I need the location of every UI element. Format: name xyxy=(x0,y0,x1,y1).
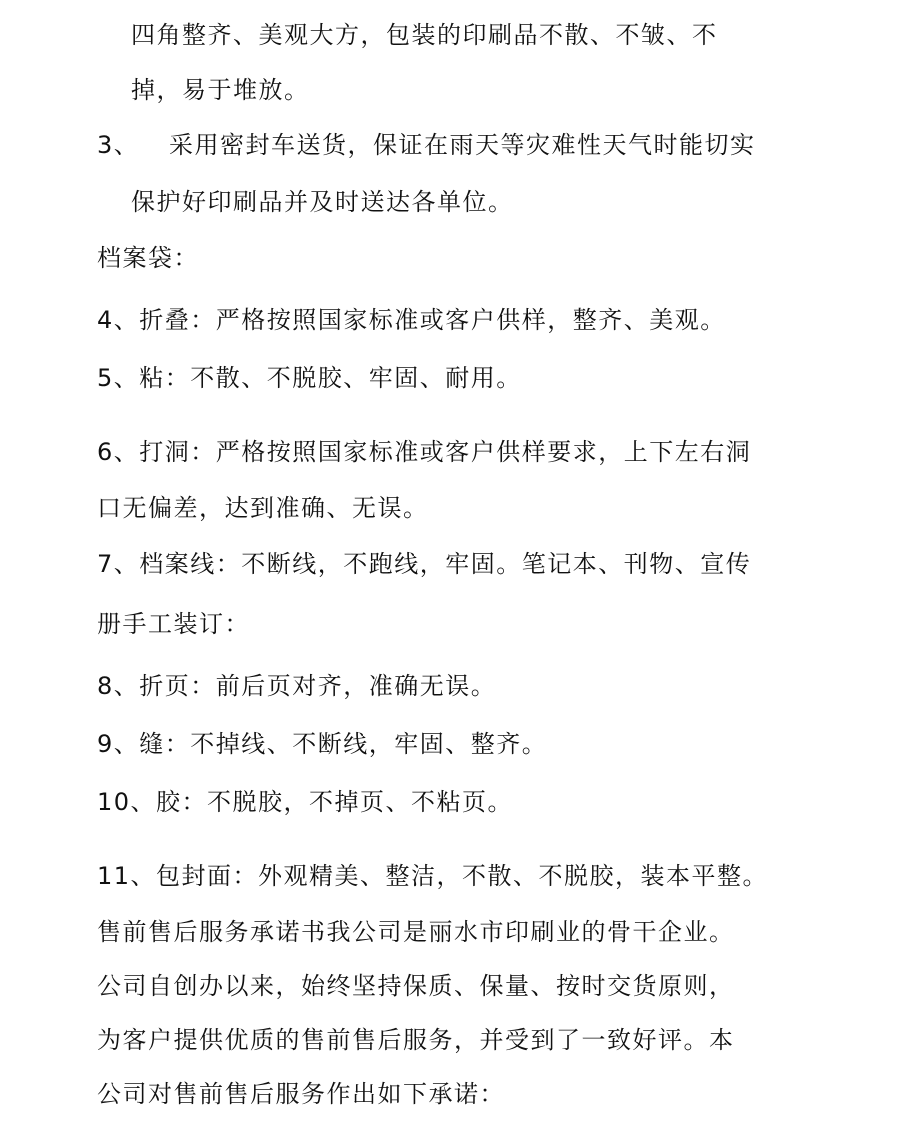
text-line: 保护好印刷品并及时送达各单位。 xyxy=(131,188,514,216)
section-heading: 册手工装订： xyxy=(97,610,250,638)
text-line: 口无偏差，达到准确、无误。 xyxy=(97,494,429,522)
text-line: 公司对售前售后服务作出如下承诺： xyxy=(97,1080,505,1108)
text-line: 11、包封面：外观精美、整洁，不散、不脱胶，装本平整。 xyxy=(97,862,769,890)
text-line: 掉，易于堆放。 xyxy=(131,76,310,104)
text-line: 5、粘：不散、不脱胶、牢固、耐用。 xyxy=(97,364,522,392)
text-line: 8、折页：前后页对齐，准确无误。 xyxy=(97,672,497,700)
text-line: 6、打洞：严格按照国家标准或客户供样要求，上下左右洞 xyxy=(97,438,752,466)
text-line: 7、档案线：不断线，不跑线，牢固。笔记本、刊物、宣传 xyxy=(97,550,752,578)
text-line: 采用密封车送货，保证在雨天等灾难性天气时能切实 xyxy=(169,131,756,159)
text-line: 售前售后服务承诺书我公司是丽水市印刷业的骨干企业。 xyxy=(97,918,735,946)
text-line: 10、胶：不脱胶，不掉页、不粘页。 xyxy=(97,788,514,816)
text-line: 四角整齐、美观大方，包装的印刷品不散、不皱、不 xyxy=(131,21,718,49)
text-line: 公司自创办以来，始终坚持保质、保量、按时交货原则， xyxy=(97,972,735,1000)
text-line: 9、缝：不掉线、不断线，牢固、整齐。 xyxy=(97,730,548,758)
section-heading: 档案袋： xyxy=(97,244,199,272)
text-line: 为客户提供优质的售前售后服务，并受到了一致好评。本 xyxy=(97,1026,735,1054)
list-number: 3、 xyxy=(97,131,140,159)
text-line: 4、折叠：严格按照国家标准或客户供样，整齐、美观。 xyxy=(97,306,726,334)
